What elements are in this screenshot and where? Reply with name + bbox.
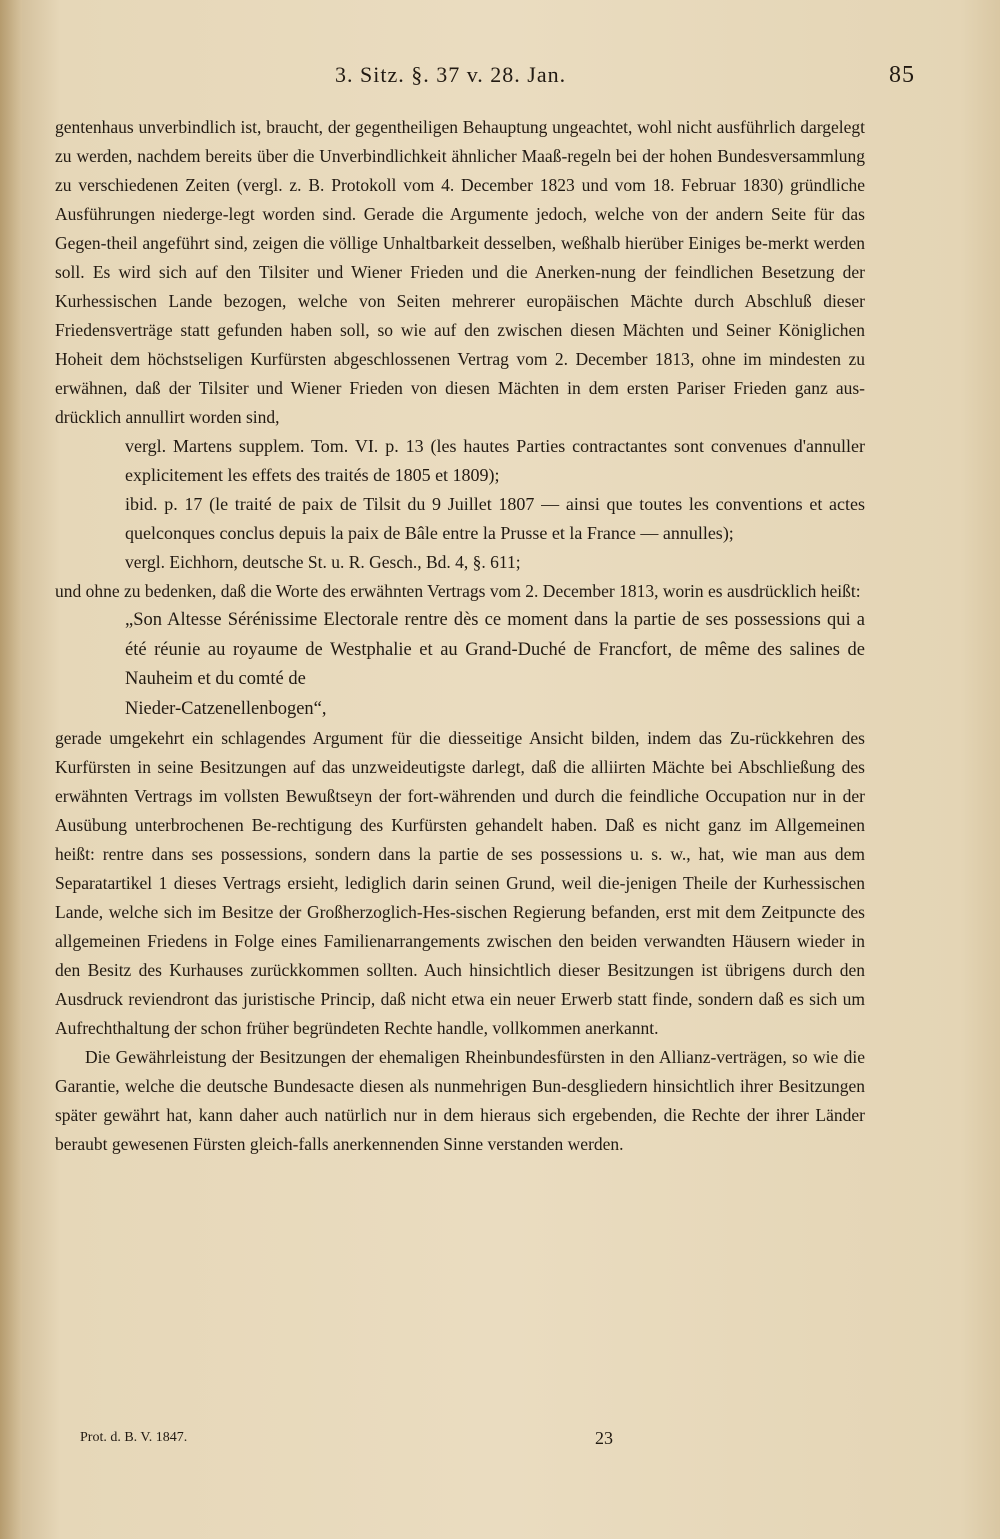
binding-edge — [0, 0, 22, 1539]
signature-mark: 23 — [595, 1428, 613, 1448]
page-footer — [80, 1430, 640, 1446]
quote-text: „Son Altesse Sérénissime Electorale rentre dès ce moment dans la partie de ses possessions qui a été réunie au royaume de Westphalie et au Grand-Duché de Francfort, de même des salines de Nauheim et du comté de — [125, 610, 865, 689]
reference-ibid: ibid. p. 17 (le traité de paix de Tilsit du 9 Juillet 1807 — ainsi que toutes les conventions et actes quelconques conclus depuis la paix de Bâle entre la Prusse et la France — annulles); — [125, 494, 865, 543]
body-text — [55, 113, 865, 1159]
reference-martens: vergl. Martens supplem. Tom. VI. p. 13 (les hautes Parties contractantes sont convenues d'annuller explicitement les effets des traités de 1805 et 1809); — [125, 436, 865, 485]
page-number: 85 — [889, 62, 915, 88]
paragraph-4: Die Gewährleistung der Besitzungen der ehemaligen Rheinbundesfürsten in den Allianz-verträgen, so wie die Garantie, welche die deutsche Bundesacte diesen als nunmehrigen Bun-desgliedern hinsichtlich ihrer Besitzungen später gewährt hat, kann daher auch natürlich nur in dem hieraus sich ergebenden, die Rechte der ihrer Länder beraubt gewesenen Fürsten gleich-falls anerkennenden Sinne verstanden werden. — [55, 1047, 865, 1154]
reference-eichhorn: vergl. Eichhorn, deutsche St. u. R. Gesch., Bd. 4, §. 611; — [125, 552, 521, 572]
footer-source: Prot. d. B. V. 1847. — [80, 1430, 188, 1445]
running-head — [335, 62, 925, 88]
quote-text-end: Nieder-Catzenellenbogen“, — [125, 698, 327, 719]
paragraph-2: und ohne zu bedenken, daß die Worte des erwähnten Vertrags vom 2. December 1813, worin es ausdrücklich heißt: — [55, 581, 861, 601]
treaty-quote — [55, 606, 865, 724]
header-title: 3. Sitz. §. 37 v. 28. Jan. — [335, 62, 567, 87]
paragraph-3: gerade umgekehrt ein schlagendes Argument für die diesseitige Ansicht bilden, indem das Zu-rückkehren des Kurfürsten in seine Besitzungen auf das unzweideutigste darlegt, daß die alliirten Mächte bei Abschließung des erwähnten Vertrags im vollsten Bewußtseyn der fort-währenden und durch die feindliche Occupation nur in der Ausübung unterbrochenen Be-rechtigung des Kurfürsten gehandelt haben. Daß es nicht ganz im Allgemeinen heißt: rentre dans ses possessions, sondern dans la partie de ses possessions u. s. w., hat, wie man aus dem Separatartikel 1 dieses Vertrags ersieht, lediglich darin seinen Grund, weil die-jenigen Theile der Kurhessischen Lande, welche sich im Besitze der Großherzoglich-Hes-sischen Regierung befanden, erst mit dem Zeitpuncte des allgemeinen Friedens in Folge eines Familienarrangements zwischen den beiden verwandten Häusern wieder in den Besitz des Kurhauses zurückkommen sollten. Auch hinsichtlich dieser Besitzungen ist übrigens durch den Ausdruck reviendront das juristische Princip, daß nicht etwa ein neuer Erwerb statt finde, sondern daß es sich um Aufrechthaltung der schon früher begründeten Rechte handle, vollkommen anerkannt. — [55, 728, 865, 1038]
paragraph-1: gentenhaus unverbindlich ist, braucht, der gegentheiligen Behauptung ungeachtet, wohl nicht ausführlich dargelegt zu werden, nachdem bereits über die Unverbindlichkeit ähnlicher Maaß-regeln bei der hohen Bundesversammlung zu verschiedenen Zeiten (vergl. z. B. Protokoll vom 4. December 1823 und vom 18. Februar 1830) gründliche Ausführungen niederge-legt worden sind. Gerade die Argumente jedoch, welche von der andern Seite für das Gegen-theil angeführt sind, zeigen die völlige Unhaltbarkeit desselben, weßhalb hierüber Einiges be-merkt werden soll. Es wird sich auf den Tilsiter und Wiener Frieden und die Anerken-nung der feindlichen Besetzung der Kurhessischen Lande bezogen, welche von Seiten mehrerer europäischen Mächte durch Abschluß dieser Friedensverträge statt gefunden haben soll, so wie auf den zwischen diesen Mächten und Seiner Königlichen Hoheit dem höchstseligen Kurfürsten abgeschlossenen Vertrag vom 2. December 1813, ohne im mindesten zu erwähnen, daß der Tilsiter und Wiener Frieden von diesen Mächten in dem ersten Pariser Frieden ganz aus-drücklich annullirt worden sind, — [55, 117, 865, 427]
